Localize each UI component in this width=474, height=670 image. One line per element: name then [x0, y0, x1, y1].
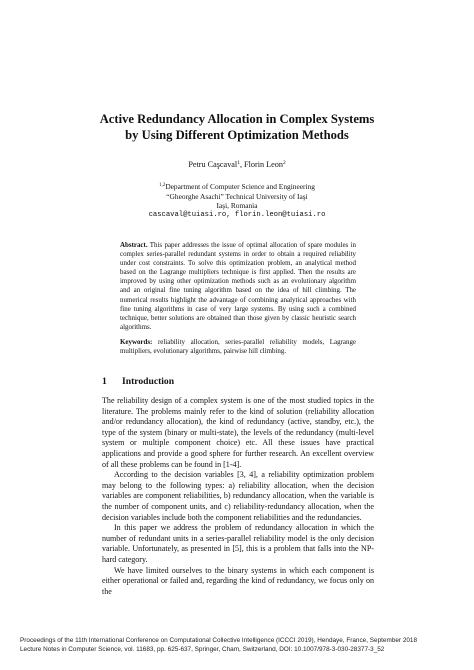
paragraph-4: We have limited ourselves to the binary systems in which each component is either operational or failed and, regarding the kind of redundancy, we focus only on the [102, 565, 374, 596]
footer-citation: Lecture Notes in Computer Science, vol. 11683, pp. 625-637, Springer, Cham, Switzerland, DOI: 10.1007/978-3-030-28377-3_52 [20, 645, 385, 653]
author-list [0, 158, 474, 170]
affiliation-department: $^{1,2}$Department of Computer Science and Engineering [159, 182, 315, 191]
section-number: 1 [102, 376, 107, 387]
title-line-1: Active Redundancy Allocation in Complex Systems [99, 112, 375, 126]
footer-proceedings: Proceedings of the 11th International Conference on Computational Collective Intelligence (ICCCI 2019), Hendaye, France, September 2018 [20, 637, 418, 644]
publication-footer [20, 637, 460, 654]
body-text [102, 396, 374, 597]
abstract-label: Abstract. [120, 241, 148, 249]
section-title: Introduction [122, 376, 175, 387]
author-2-affil-mark: 2 [282, 160, 286, 166]
keywords-text: reliability allocation, series-parallel reliability models, Lagrange multipliers, evolutionary algorithms, pairwise hill climbing. [120, 338, 356, 356]
author-emails: cascaval@tuiasi.ro, florin.leon@tuiasi.ro [148, 210, 326, 219]
paper-title [0, 111, 474, 143]
author-1-affil-mark: 1 [237, 160, 240, 166]
author-2: Florin Leon [244, 160, 283, 169]
abstract [120, 241, 356, 332]
paragraph-1: The reliability design of a complex system is one of the most studied topics in the literature. The problems mainly refer to the kind of solution (reliability allocation and/or redundancy allocation), the kind of redundancy (active, standby, etc.), the type of the system (binary or multi-state), the levels of the redundancy (multi-level system or multiple component choice) etc. All these issues have practical applications and provide a good sphere for further research. An excellent overview of all these problems can be found in [1-4]. [102, 396, 374, 469]
keywords-label: Keywords: [120, 338, 153, 346]
paragraph-3: In this paper we address the problem of redundancy allocation in which the number of redundant units in a series-parallel reliability model is the only decision variable. Unfortunately, as presented in [5], this is a problem that falls into the NP-hard category. [102, 523, 374, 564]
paragraph-2: According to the decision variables [3, 4], a reliability optimization problem may belong to the following types: a) reliability allocation, when the decision variables are component reliabilities, b) redundancy allocation, when the variable is the number of component units, and c) reliability-redundancy allocation, when the decision variables include both the component reliabilities and the redundancies. [102, 470, 374, 522]
affiliation-mark: 1,2 [159, 183, 166, 188]
keywords [120, 338, 356, 356]
title-line-2: by Using Different Optimization Methods [125, 128, 349, 142]
abstract-text: This paper addresses the issue of optimal allocation of spare modules in complex series-parallel redundant systems in order to obtain a required reliability under cost constraints. To solve this optimization problem, an analytical method based on the Lagrange multipliers technique is first applied. Then the results are improved by using other optimization methods such as an evolutionary algorithm and an original fine tuning algorithm based on the idea of hill climbing. The numerical results highlight the advantage of combining analytical approaches with fine tuning algorithms in case of very large systems. By using such a combined technique, better solutions are obtained than those given by classic heuristic search algorithms. [120, 241, 356, 331]
affiliation-city: Iaşi, Romania [216, 201, 258, 211]
author-separator: , [239, 160, 245, 169]
affiliation-block [0, 181, 474, 220]
author-1: Petru Caşcaval [188, 160, 238, 169]
affiliation-university: “Gheorghe Asachi” Technical University of Iaşi [166, 191, 308, 201]
section-heading [102, 376, 382, 388]
